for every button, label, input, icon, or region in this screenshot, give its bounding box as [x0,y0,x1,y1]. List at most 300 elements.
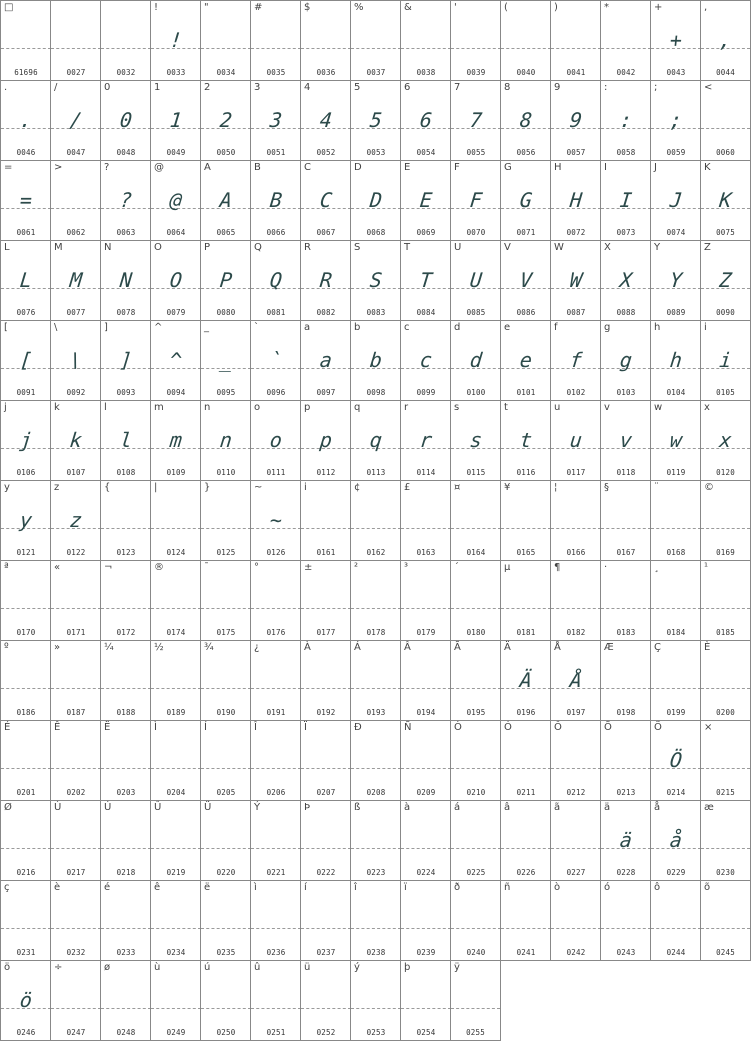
glyph-cell [150,880,201,961]
glyph-label: b [354,322,361,333]
glyph-label: ¢ [354,482,361,493]
glyph-label: h [654,322,661,333]
glyph-sample [250,905,301,935]
glyph-label: i [704,322,707,333]
glyph-label: Ú [104,802,112,813]
glyph-cell [350,880,401,961]
glyph-label: & [404,2,412,13]
glyph-cell [400,720,451,801]
glyph-cell [550,640,601,721]
glyph-label: , [704,2,708,13]
glyph-code: 0223 [366,868,386,877]
glyph-cell [550,240,601,321]
glyph-code: 0110 [216,468,236,477]
glyph-code: 0091 [16,388,36,397]
glyph-code: 0125 [216,548,236,557]
glyph-code: 0202 [66,788,86,797]
glyph-code: 0252 [316,1028,336,1037]
glyph-label: Û [154,802,162,813]
glyph-cell [0,320,51,401]
glyph-sample: 1 [168,108,184,132]
glyph-code: 0230 [716,868,735,877]
glyph-code: 0217 [66,868,86,877]
glyph-sample [500,905,551,935]
glyph-sample: Å [568,668,584,692]
glyph-label: 4 [304,82,311,93]
glyph-cell [650,880,701,961]
glyph-sample [150,985,201,1015]
glyph-code: 0066 [266,228,286,237]
glyph-cell [50,560,101,641]
glyph-cell [450,560,501,641]
glyph-label: H [554,162,562,173]
glyph-label: J [654,162,657,173]
glyph-cell [200,240,251,321]
glyph-sample [700,905,751,935]
glyph-cell [0,160,51,241]
glyph-label: F [454,162,460,173]
glyph-sample: w [668,428,684,452]
glyph-code: 0244 [666,948,686,957]
glyph-code: 0216 [16,868,36,877]
glyph-label: l [104,402,107,413]
glyph-sample [100,985,151,1015]
glyph-sample: N [118,268,134,292]
glyph-label: ± [304,562,313,573]
glyph-label: e [504,322,511,333]
glyph-sample [600,25,651,55]
glyph-sample [100,905,151,935]
glyph-sample [0,665,51,695]
glyph-code: 0176 [266,628,286,637]
glyph-code: 0116 [516,468,536,477]
glyph-label: p [304,402,311,413]
glyph-cell [700,160,751,241]
glyph-label: ç [4,882,10,893]
glyph-label: â [504,802,511,813]
glyph-code: 0246 [16,1028,36,1037]
glyph-label: ? [104,162,110,173]
glyph-cell [400,400,451,481]
glyph-sample: ? [118,188,134,212]
glyph-code: 0102 [566,388,586,397]
glyph-label: c [404,322,410,333]
glyph-label: ¯ [204,562,209,573]
glyph-cell [650,0,701,81]
glyph-code: 0215 [716,788,735,797]
glyph-sample [400,985,451,1015]
glyph-code: 0213 [616,788,636,797]
glyph-label: Õ [604,722,612,733]
glyph-cell [550,80,601,161]
glyph-code: 0082 [316,308,336,317]
glyph-cell [50,400,101,481]
glyph-code: 0106 [16,468,36,477]
glyph-code: 0052 [316,148,336,157]
glyph-label: % [354,2,364,13]
glyph-code: 0170 [16,628,36,637]
glyph-cell [50,800,101,881]
glyph-code: 0119 [666,468,686,477]
glyph-code: 0200 [716,708,735,717]
glyph-cell [50,640,101,721]
glyph-code: 0088 [616,308,636,317]
glyph-label: f [554,322,558,333]
glyph-cell [700,800,751,881]
glyph-sample [700,825,751,855]
glyph-cell [450,640,501,721]
glyph-label: k [54,402,60,413]
glyph-sample: B [268,188,284,212]
glyph-sample [400,745,451,775]
glyph-cell [200,960,251,1041]
glyph-sample: f [568,348,584,372]
glyph-label: § [604,482,609,493]
glyph-sample [200,665,251,695]
glyph-code: 0072 [566,228,586,237]
glyph-sample: + [668,28,684,52]
glyph-code: 0192 [316,708,336,717]
glyph-sample: R [318,268,334,292]
glyph-label: Ä [504,642,511,653]
glyph-sample [350,905,401,935]
glyph-code: 0032 [116,68,136,77]
glyph-label: · [604,562,608,573]
glyph-code: 0036 [316,68,336,77]
glyph-label: \ [54,322,58,333]
glyph-label: ã [554,802,561,813]
glyph-cell [50,960,101,1041]
glyph-code: 0161 [316,548,336,557]
glyph-label: ] [104,322,108,333]
glyph-cell [200,880,251,961]
glyph-sample: U [468,268,484,292]
glyph-label: ¬ [104,562,113,573]
glyph-code: 0112 [316,468,336,477]
glyph-cell [450,720,501,801]
glyph-cell [350,800,401,881]
glyph-cell [600,480,651,561]
glyph-sample [200,905,251,935]
glyph-label: Á [354,642,361,653]
glyph-label: G [504,162,512,173]
glyph-sample: b [368,348,384,372]
glyph-cell [450,240,501,321]
glyph-label: E [404,162,411,173]
glyph-cell [250,480,301,561]
glyph-cell [200,0,251,81]
glyph-code: 0190 [216,708,236,717]
glyph-code: 0235 [216,948,236,957]
glyph-code: 0089 [666,308,686,317]
glyph-cell [400,480,451,561]
glyph-code: 0254 [416,1028,436,1037]
glyph-sample: J [668,188,684,212]
glyph-cell [300,80,351,161]
glyph-code: 0174 [166,628,186,637]
glyph-code: 0101 [516,388,536,397]
glyph-sample [400,585,451,615]
glyph-sample: 5 [368,108,384,132]
glyph-sample [200,825,251,855]
glyph-sample [100,665,151,695]
glyph-code: 0193 [366,708,386,717]
glyph-cell [300,720,351,801]
glyph-cell [50,240,101,321]
glyph-sample [550,585,601,615]
glyph-code: 0211 [516,788,536,797]
glyph-code: 0189 [166,708,186,717]
glyph-code: 0229 [666,868,686,877]
glyph-cell [700,720,751,801]
glyph-cell [350,160,401,241]
glyph-cell [100,880,151,961]
glyph-code: 0039 [466,68,486,77]
glyph-code: 0076 [16,308,36,317]
glyph-label: ½ [154,642,164,653]
glyph-code: 61696 [14,68,38,77]
glyph-label: » [54,642,61,653]
glyph-sample [300,905,351,935]
glyph-code: 0117 [566,468,586,477]
glyph-code: 0162 [366,548,386,557]
glyph-label: ó [604,882,611,893]
glyph-cell [600,800,651,881]
glyph-code: 0187 [66,708,86,717]
glyph-sample: W [568,268,584,292]
glyph-cell [650,800,701,881]
glyph-sample: S [368,268,384,292]
glyph-sample: 0 [118,108,134,132]
glyph-code: 0172 [116,628,136,637]
glyph-cell [150,720,201,801]
glyph-label: ß [354,802,361,813]
glyph-sample [450,985,501,1015]
glyph-sample: F [468,188,484,212]
glyph-label: à [404,802,411,813]
glyph-cell [150,320,201,401]
glyph-code: 0251 [266,1028,286,1037]
glyph-label: ° [254,562,259,573]
glyph-sample [0,585,51,615]
glyph-sample [400,665,451,695]
glyph-code: 0236 [266,948,286,957]
glyph-cell [400,880,451,961]
glyph-sample: O [168,268,184,292]
glyph-code: 0205 [216,788,236,797]
glyph-cell [450,80,501,161]
glyph-code: 0074 [666,228,686,237]
glyph-sample: ] [118,348,134,372]
glyph-cell [400,0,451,81]
glyph-sample: t [518,428,534,452]
glyph-cell [0,560,51,641]
glyph-code: 0214 [666,788,686,797]
glyph-label: ¼ [104,642,114,653]
glyph-code: 0183 [616,628,636,637]
glyph-label: ä [604,802,611,813]
glyph-code: 0253 [366,1028,386,1037]
glyph-label: t [504,402,508,413]
glyph-sample: _ [218,348,234,372]
glyph-cell [450,0,501,81]
glyph-sample [650,585,701,615]
glyph-cell [250,320,301,401]
glyph-label: 0 [104,82,111,93]
glyph-code: 0121 [16,548,36,557]
glyph-label: À [304,642,311,653]
glyph-label: Ã [454,642,461,653]
glyph-label: m [154,402,164,413]
glyph-label: R [304,242,311,253]
glyph-label: C [304,162,311,173]
glyph-label: Q [254,242,262,253]
glyph-sample: Q [268,268,284,292]
glyph-label: Ï [304,722,307,733]
glyph-code: 0027 [66,68,86,77]
glyph-label: P [204,242,211,253]
glyph-code: 0231 [16,948,36,957]
glyph-code: 0239 [416,948,436,957]
glyph-sample [500,505,551,535]
glyph-cell [0,80,51,161]
glyph-cell [100,640,151,721]
glyph-code: 0067 [316,228,336,237]
glyph-sample: p [318,428,334,452]
glyph-sample: X [618,268,634,292]
glyph-cell [0,480,51,561]
glyph-cell [100,80,151,161]
glyph-cell [100,480,151,561]
glyph-code: 0234 [166,948,186,957]
glyph-code: 0218 [116,868,136,877]
glyph-label: é [104,882,111,893]
glyph-label: þ [404,962,411,973]
glyph-code: 0064 [166,228,186,237]
glyph-sample [400,505,451,535]
glyph-code: 0118 [616,468,636,477]
glyph-label: x [704,402,710,413]
glyph-cell [50,0,101,81]
glyph-label: ü [304,962,311,973]
glyph-sample: 4 [318,108,334,132]
glyph-label: { [104,482,111,493]
glyph-code: 0077 [66,308,86,317]
glyph-label: s [454,402,460,413]
glyph-sample [200,25,251,55]
glyph-sample [450,745,501,775]
glyph-cell [450,880,501,961]
glyph-code: 0245 [716,948,735,957]
glyph-cell [250,0,301,81]
glyph-cell [350,960,401,1041]
glyph-code: 0061 [16,228,36,237]
glyph-label: W [554,242,564,253]
glyph-cell [700,880,751,961]
glyph-sample: 8 [518,108,534,132]
glyph-code: 0168 [666,548,686,557]
glyph-sample: : [618,108,634,132]
glyph-cell [650,240,701,321]
glyph-label: M [54,242,63,253]
glyph-cell [200,720,251,801]
glyph-code: 0048 [116,148,136,157]
glyph-label: ) [554,2,558,13]
glyph-sample [250,825,301,855]
glyph-code: 0035 [266,68,286,77]
glyph-label: Î [254,722,257,733]
glyph-code: 0051 [266,148,286,157]
glyph-sample [250,25,301,55]
glyph-sample: k [68,428,84,452]
glyph-code: 0194 [416,708,436,717]
glyph-label: î [354,882,357,893]
glyph-code: 0073 [616,228,636,237]
glyph-code: 0105 [716,388,735,397]
glyph-cell [400,640,451,721]
glyph-code: 0109 [166,468,186,477]
glyph-sample [650,905,701,935]
glyph-cell [150,0,201,81]
glyph-cell [500,480,551,561]
glyph-label: d [454,322,461,333]
glyph-sample: G [518,188,534,212]
glyph-code: 0111 [266,468,286,477]
glyph-label: g [604,322,611,333]
glyph-cell [100,240,151,321]
glyph-sample [100,825,151,855]
glyph-label: Ë [104,722,111,733]
glyph-sample: 7 [468,108,484,132]
glyph-code: 0114 [416,468,436,477]
glyph-code: 0191 [266,708,286,717]
glyph-code: 0171 [66,628,86,637]
glyph-code: 0090 [716,308,735,317]
glyph-cell [100,560,151,641]
glyph-label: ¨ [654,482,659,493]
glyph-cell [450,960,501,1041]
glyph-sample: c [418,348,434,372]
glyph-sample: = [18,188,34,212]
glyph-code: 0107 [66,468,86,477]
glyph-code: 0243 [616,948,636,957]
glyph-code: 0095 [216,388,236,397]
glyph-code: 0053 [366,148,386,157]
glyph-cell [50,880,101,961]
glyph-code: 0184 [666,628,686,637]
glyph-label: Ñ [404,722,412,733]
glyph-cell [0,960,51,1041]
glyph-label: Ù [54,802,62,813]
glyph-code: 0033 [166,68,186,77]
glyph-cell [500,240,551,321]
glyph-label: ¤ [454,482,461,493]
glyph-sample: V [518,268,534,292]
glyph-code: 0212 [566,788,586,797]
glyph-label: ö [4,962,11,973]
glyph-sample: K [718,188,733,212]
glyph-code: 0188 [116,708,136,717]
glyph-cell [150,960,201,1041]
glyph-code: 0084 [416,308,436,317]
glyph-label: o [254,402,261,413]
glyph-label: ò [554,882,561,893]
glyph-cell [550,480,601,561]
glyph-sample [650,505,701,535]
glyph-cell [100,0,151,81]
glyph-cell [350,720,401,801]
glyph-cell [700,640,751,721]
